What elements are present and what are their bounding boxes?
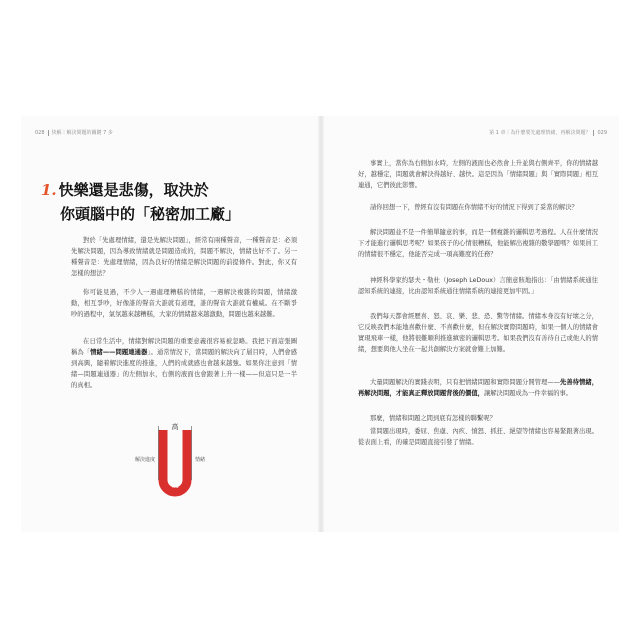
- paragraph-text: 那麼，情緒和問題之間到底有怎樣的聯繫呢？: [370, 415, 496, 422]
- right-paragraph-1: [358, 158, 598, 191]
- right-paragraph-8: [358, 426, 598, 448]
- left-running-header: [35, 129, 113, 136]
- chapter-title-line-2: 你頭腦中的「秘密加工廠」: [60, 205, 241, 223]
- paragraph-text: 在日常生活中，情緒對解決問題的重要意義很容易被忽略。我把下面這張圖稱為「: [71, 338, 297, 356]
- header-divider: [593, 130, 594, 136]
- paragraph-text: 大量問題解決的實踐表明，只有把情緒問題和實際問題分開管理——: [370, 379, 560, 386]
- emotion-problem-connector-diagram: [125, 420, 225, 510]
- left-paragraph-3: [71, 336, 297, 391]
- right-paragraph-2: [358, 202, 598, 213]
- paragraph-text: 我們每天都會經歷喜、怒、哀、樂、悲、恐、驚等情緒。情緒本身沒有好壞之分，它反映我們本能地喜歡什麼、不喜歡什麼，但在解決實際問題時，如果一個人的情緒會實現飛車一樣，他將很難順利推進縝密的邏輯思考。如果我們沒有善待自己或他人的情緒，想要與他人坐在一起共創解決方案就會難上加難。: [358, 313, 598, 353]
- diagram-top-label: 高: [171, 423, 179, 431]
- left-page-number: 028: [35, 130, 45, 136]
- paragraph-text: 讓解決問題成為一件幸福的事。: [483, 390, 573, 397]
- right-page: [324, 116, 619, 532]
- diagram-left-label: 解決進度: [134, 457, 155, 463]
- right-running-header: [489, 129, 607, 136]
- left-page: [21, 116, 318, 532]
- diagram-bottom-label: 低: [171, 481, 179, 489]
- right-paragraph-7: [358, 413, 598, 424]
- chapter-title-line-1: [41, 178, 240, 202]
- paragraph-text: 請你回想一下，曾經有沒有問題在你情緒不好的情況下得到了妥當的解決？: [370, 204, 578, 211]
- right-paragraph-4: [358, 275, 598, 297]
- paragraph-text: 當問題出現時，委屈、焦慮、內疚、憤怒、抓狂、絕望等情緒也容易緊跟著出現。從表面上看，的確是問題直接引發了情緒。: [358, 428, 598, 446]
- right-paragraph-5: [358, 311, 598, 355]
- chapter-label: 第 1 章｜為什麼要先處理情緒，再解決問題？: [489, 130, 591, 136]
- paragraph-text: 對於「先處理情緒，還是先解決問題」，經常有兩種聲音，一種聲音是：必須先解決問題，因為導致情緒就是問題造成的，問題不解決，情緒也好不了。另一種聲音是：先處理情緒，因為良好的情緒是解決問題的前提條件。對此，你又有怎樣的想法？: [71, 237, 297, 277]
- right-paragraph-3: [358, 227, 598, 260]
- right-page-number: 029: [597, 130, 607, 136]
- chapter-title: [41, 178, 240, 226]
- paragraph-text: 神經科學家約瑟夫・勒杜（Joseph LeDoux）言簡意賅地指出：「由情緒系統通往認知系統的連接，比由認知系統通往情緒系統的連接更加牢固。」: [358, 277, 598, 295]
- paragraph-text: 事實上，當你為右側加水時，左側的液面也必然會上升並與右側齊平，你的情緒越好，越穩定，問題就會解決得越好、越快。這是因為「情緒問題」與「實際問題」相互連通，它們彼此影響。: [358, 160, 598, 189]
- chapter-number: 1.: [41, 181, 57, 199]
- left-paragraph-2: [71, 287, 297, 320]
- left-paragraph-1: [71, 235, 297, 279]
- paragraph-text: 解決問題並不是一件簡單隨意的事，而是一個複雜的邏輯思考過程。人在什麼情況下才能進行邏輯思考呢？如果孩子的心情很糟糕，他能解出複雜的數學題嗎？如果員工的情緒很不穩定，他能否完成一項高難度的任務？: [358, 229, 598, 258]
- paragraph-text: 你可能見過，不少人一遇處理糟糕的情緒，一遇解決複雜的問題，情緒激動，相互爭吵，好像誰的聲音大誰就有道理，誰的聲音大誰就有權威。在不斷爭吵的過程中，氣氛越來越糟糕，大家的情緒越來越激動，問題也越來越難。: [71, 289, 297, 318]
- header-divider: [48, 130, 49, 136]
- diagram-right-label: 情緒: [195, 457, 206, 463]
- paragraph-bold-text: 先善待情緒，再解決問題，才能真正釋放問題背後的價值，: [358, 379, 599, 397]
- paragraph-bold-text: 情緒——問題連通器: [90, 349, 148, 356]
- chapter-title-text-1: 快樂還是悲傷，取決於: [58, 181, 209, 199]
- book-title: 快解｜解決問題的關鍵 7 步: [51, 130, 113, 136]
- right-paragraph-6: [358, 377, 598, 399]
- paragraph-text: 」。通常情況下，當問題的解決向了層目時，人們會感到高興，隨着解決進度的推進，人們的成就感也會越來越強。如果你注意到「情緒—問題連通器」的左側加水，右側的液面也會跟著上升一樣——但這只是一半的真相。: [71, 349, 297, 389]
